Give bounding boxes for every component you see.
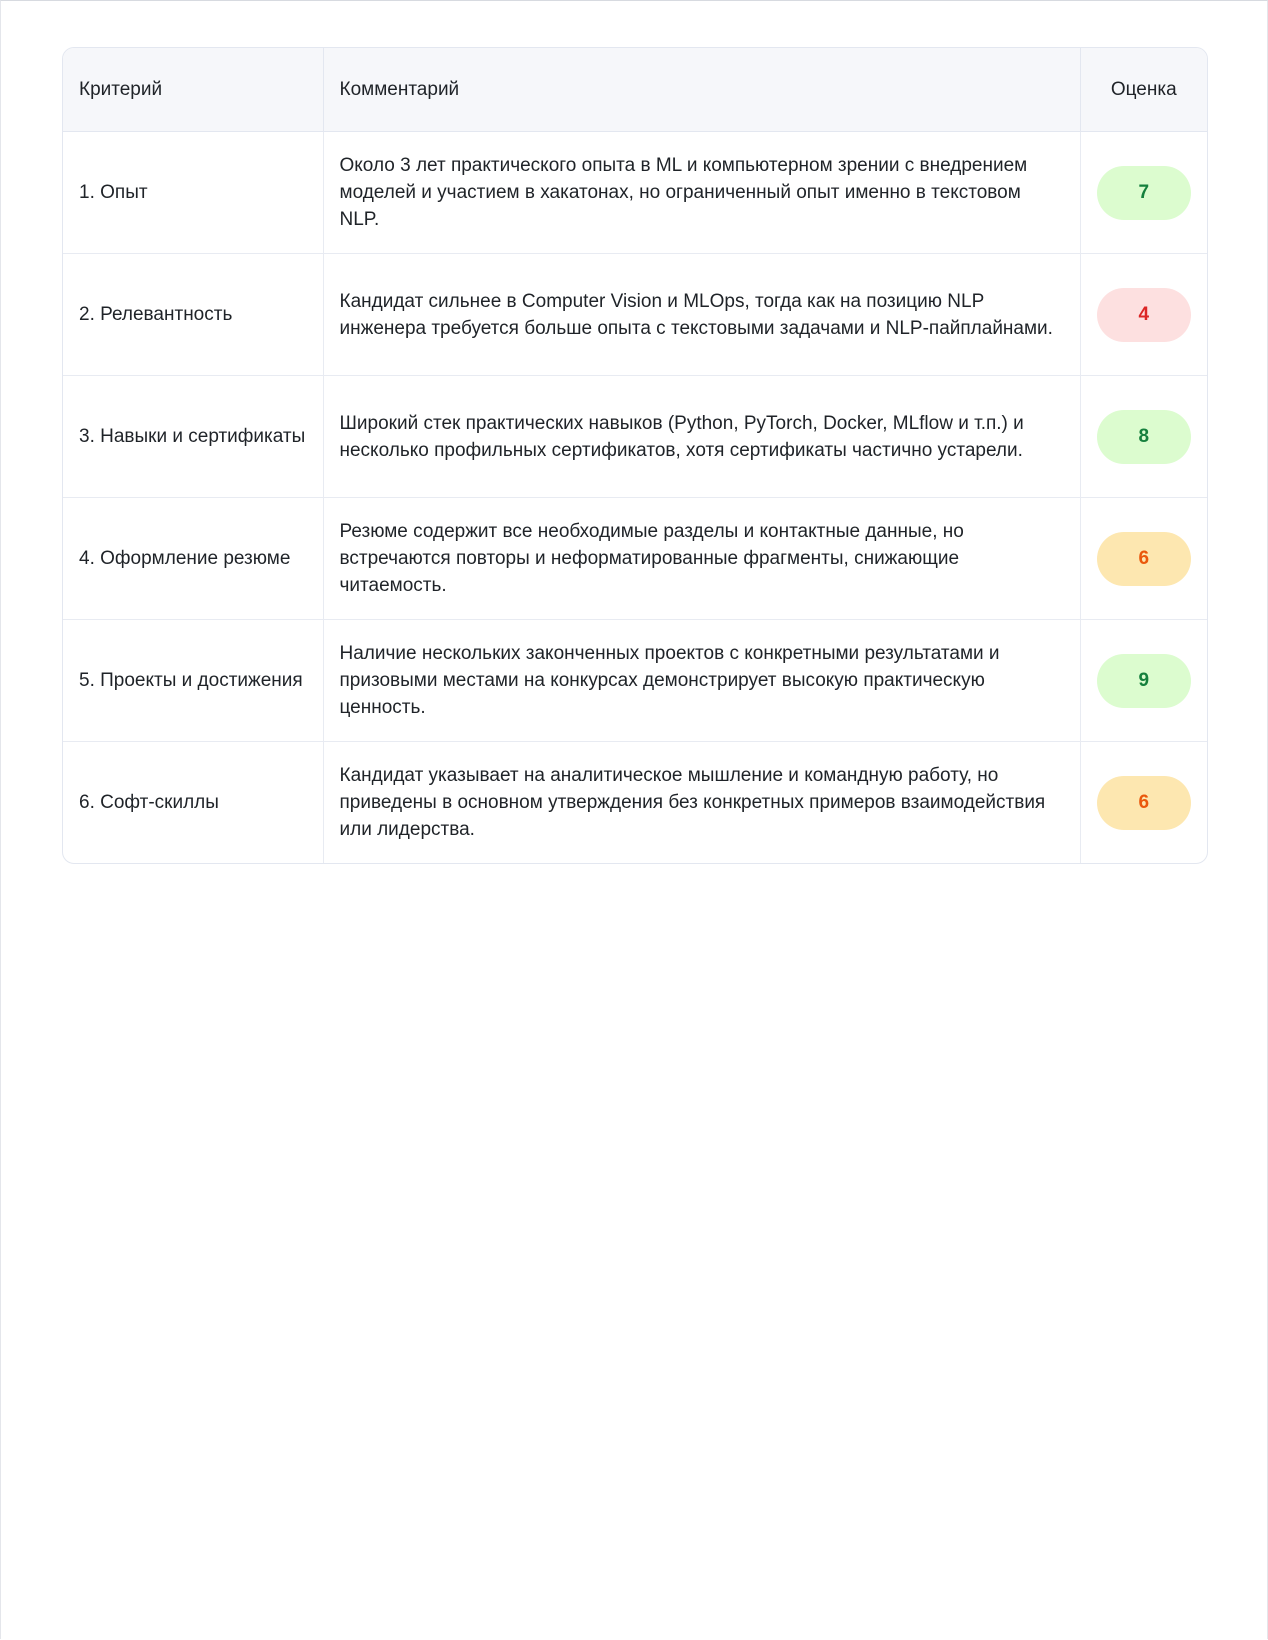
table-header — [63, 48, 1207, 132]
comment-cell: Наличие нескольких законченных проектов с конкретными результатами и призовыми местами на конкурсах демонстрирует высокую практическую ценность. — [323, 620, 1080, 742]
table-row — [63, 498, 1207, 620]
criterion-cell: 3. Навыки и сертификаты — [63, 376, 323, 498]
comment-cell: Кандидат сильнее в Computer Vision и MLOps, тогда как на позицию NLP инженера требуется больше опыта с текстовыми задачами и NLP-пайплайнами. — [323, 254, 1080, 376]
comment-cell: Кандидат указывает на аналитическое мышление и командную работу, но приведены в основном утверждения без конкретных примеров взаимодействия или лидерства. — [323, 742, 1080, 864]
criterion-cell: 4. Оформление резюме — [63, 498, 323, 620]
criterion-cell: 1. Опыт — [79, 182, 148, 203]
table-row — [63, 376, 1207, 498]
score-cell — [1080, 132, 1207, 254]
score-badge: 6 — [1097, 532, 1191, 586]
score-cell — [1080, 742, 1207, 864]
criterion-cell: 6. Софт-скиллы — [63, 742, 323, 864]
score-badge: 6 — [1097, 776, 1191, 830]
evaluation-table-card — [62, 47, 1208, 864]
table-row — [63, 742, 1207, 864]
score-badge: 9 — [1097, 654, 1191, 708]
criterion-cell: 5. Проекты и достижения — [63, 620, 323, 742]
comment-cell: Около 3 лет практического опыта в ML и компьютерном зрении с внедрением моделей и участием в хакатонах, но ограниченный опыт именно в текстовом NLP. — [323, 132, 1080, 254]
column-header-criterion: Критерий — [63, 48, 323, 132]
score-badge: 7 — [1097, 166, 1191, 220]
score-badge: 8 — [1097, 410, 1191, 464]
evaluation-table — [63, 48, 1207, 863]
table-row — [63, 620, 1207, 742]
score-cell — [1080, 498, 1207, 620]
criterion-cell: 2. Релевантность — [63, 254, 323, 376]
column-header-comment: Комментарий — [323, 48, 1080, 132]
table-row — [63, 254, 1207, 376]
table-body — [63, 132, 1207, 864]
score-cell — [1080, 620, 1207, 742]
score-badge: 4 — [1097, 288, 1191, 342]
header-row — [63, 48, 1207, 132]
table-row — [63, 132, 1207, 254]
score-cell — [1080, 254, 1207, 376]
column-header-score: Оценка — [1080, 48, 1207, 132]
comment-cell: Широкий стек практических навыков (Python, PyTorch, Docker, MLflow и т.п.) и несколько профильных сертификатов, хотя сертификаты частично устарели. — [323, 376, 1080, 498]
score-cell — [1080, 376, 1207, 498]
comment-cell: Резюме содержит все необходимые разделы и контактные данные, но встречаются повторы и неформатированные фрагменты, снижающие читаемость. — [323, 498, 1080, 620]
